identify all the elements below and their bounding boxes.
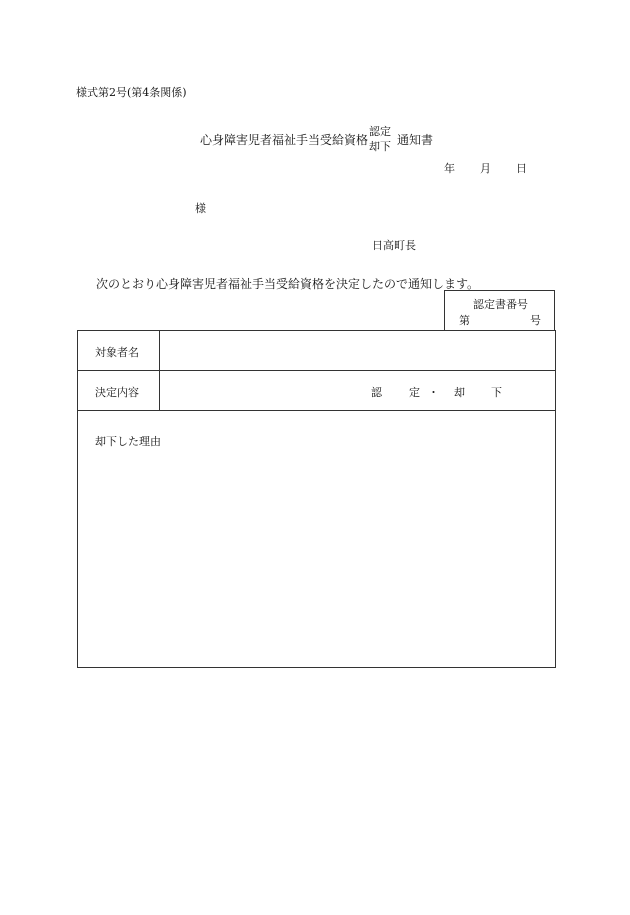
title-decision-options (369, 124, 391, 154)
decision-label: 決定内容 (95, 386, 139, 399)
rejection-reason-label: 却下した理由 (95, 435, 161, 448)
certificate-number-label: 認定書番号 (473, 298, 528, 311)
form-number: 様式第2号(第4条関係) (76, 86, 187, 99)
recipient-honorific: 様 (195, 202, 206, 215)
decision-table (77, 330, 556, 668)
certificate-number-box (444, 290, 555, 330)
subject-label: 対象者名 (95, 346, 139, 359)
decision-separator: ・ (428, 386, 439, 399)
decision-label-cell (78, 371, 160, 410)
decision-reject-char-2: 下 (491, 386, 502, 399)
date-year: 年 (444, 162, 455, 175)
decision-approve-char-2: 定 (409, 386, 420, 399)
decision-options (160, 371, 555, 410)
document-title: 心身障害児者福祉手当受給資格 (200, 133, 369, 147)
subject-row (78, 331, 555, 371)
issuer-name: 日高町長 (372, 239, 416, 252)
title-option-reject: 却下 (369, 140, 391, 153)
certificate-number-suffix: 号 (530, 314, 541, 327)
title-option-approve: 認定 (369, 125, 391, 138)
decision-row (78, 371, 555, 411)
decision-approve-char-1: 認 (371, 386, 382, 399)
date-month: 月 (480, 162, 491, 175)
certificate-number-prefix: 第 (459, 314, 470, 327)
intro-text: 次のとおり心身障害児者福祉手当受給資格を決定したので通知します。 (96, 277, 480, 291)
date-day: 日 (516, 162, 527, 175)
decision-reject-char-1: 却 (454, 386, 465, 399)
title-suffix: 通知書 (397, 133, 434, 147)
subject-name-field (160, 331, 555, 370)
subject-label-cell (78, 331, 160, 370)
